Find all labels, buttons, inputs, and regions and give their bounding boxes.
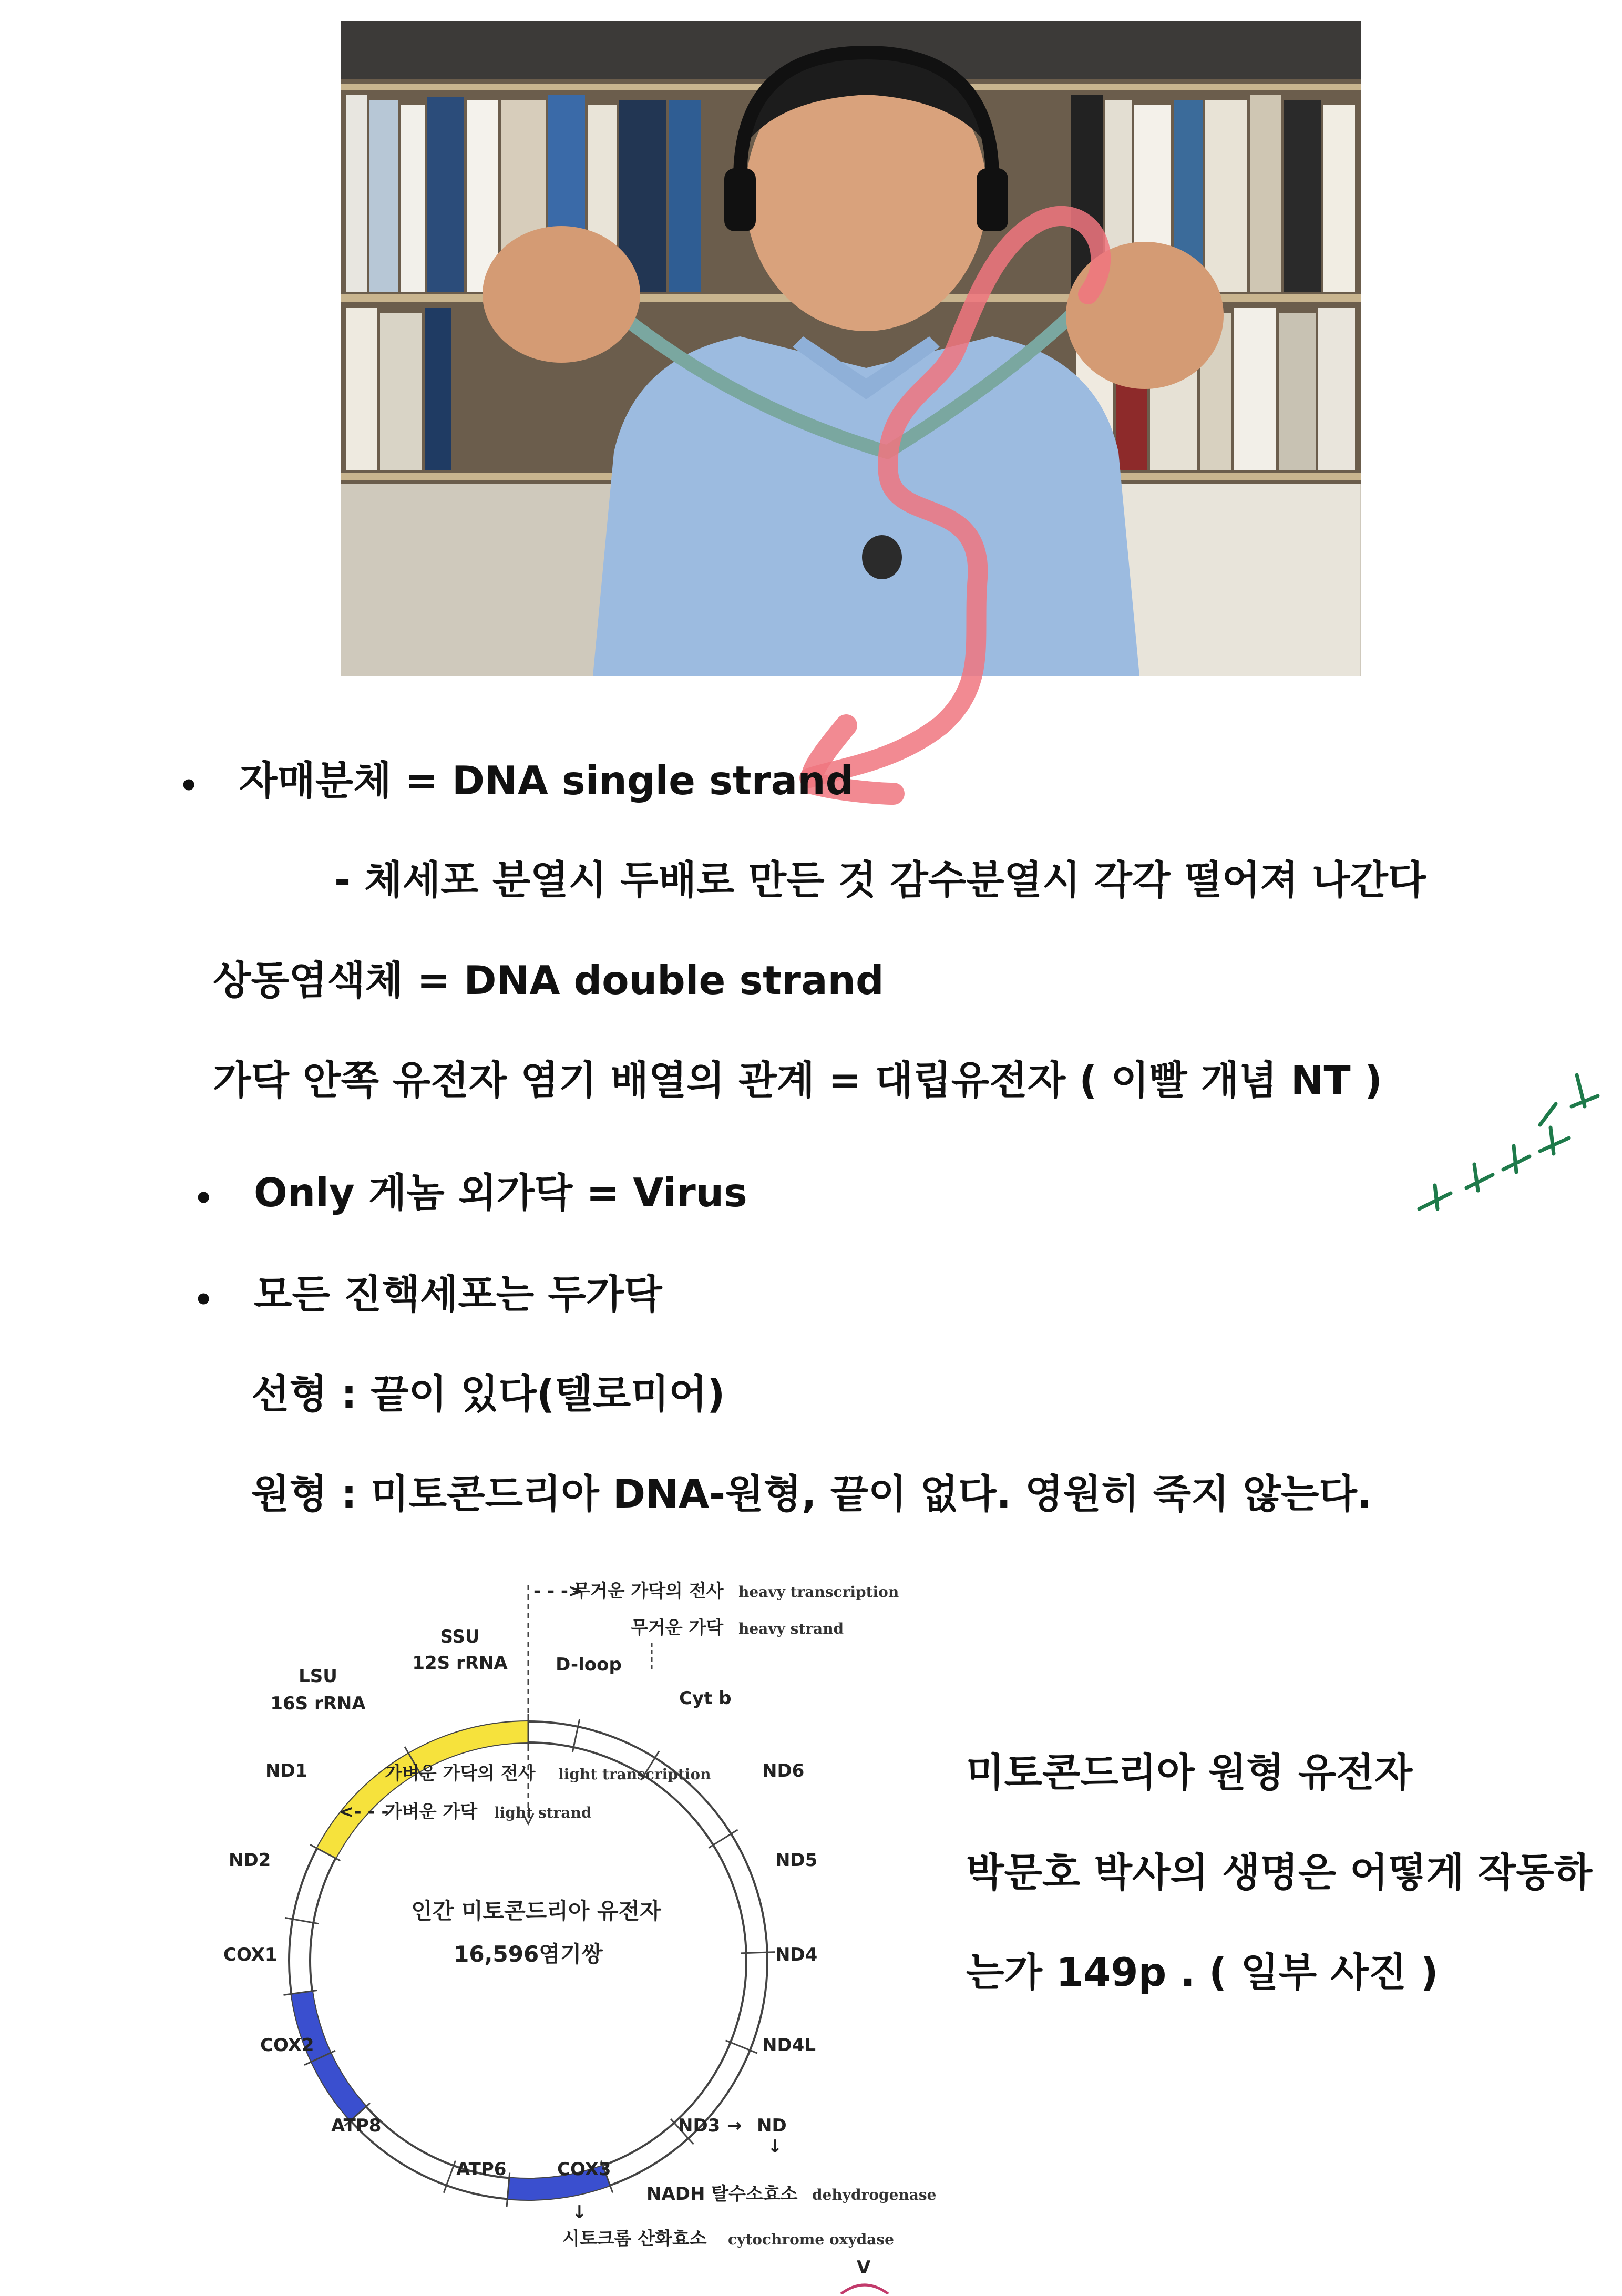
gene-cyt-b: Cyt b xyxy=(679,1688,732,1709)
caption-source-line2: 는가 149p . ( 일부 사진 ) xyxy=(966,1949,1439,1995)
gene-nd1: ND1 xyxy=(265,1760,308,1781)
heavy-strand-en: heavy strand xyxy=(738,1620,844,1637)
light-transcription-en: light transcription xyxy=(558,1766,711,1783)
bullet-2: • xyxy=(193,1180,214,1217)
gene-nd2: ND2 xyxy=(229,1850,271,1871)
note-eukaryote: 모든 진핵세포는 두가닥 xyxy=(254,1271,662,1317)
light-strand-en: light strand xyxy=(494,1804,592,1821)
caption-title: 미토콘드리아 원형 유전자 xyxy=(966,1749,1413,1796)
cytochrome-label: 시토크롬 산화효소 xyxy=(562,2228,707,2249)
gene-nd: ND xyxy=(757,2115,787,2136)
nd3-arrow: → xyxy=(727,2115,742,2136)
lecture-photo xyxy=(341,21,1361,676)
bullet-3: • xyxy=(193,1282,214,1318)
note-allele-relation: 가닥 안쪽 유전자 염기 배열의 관계 = 대립유전자 ( 이빨 개념 NT ) xyxy=(213,1057,1383,1103)
note-linear: 선형 : 끝이 있다(텔로미어) xyxy=(251,1371,725,1417)
gene-nd4: ND4 xyxy=(775,1944,818,1965)
cox3-down-arrow: ↓ xyxy=(572,2202,587,2223)
caption-source-line1: 박문호 박사의 생명은 어떻게 작동하 xyxy=(966,1849,1593,1895)
light-strand-label: 가벼운 가닥 xyxy=(385,1801,478,1822)
note-somatic-division: - 체세포 분열시 두배로 만든 것 감수분열시 각각 떨어져 나간다 xyxy=(334,857,1426,903)
heavy-strand-label: 무거운 가닥 xyxy=(631,1617,724,1638)
gene-nd6: ND6 xyxy=(762,1760,805,1781)
gene-nd4l: ND4L xyxy=(762,2035,816,2056)
gene-cox1: COX1 xyxy=(223,1944,278,1965)
center-title: 인간 미토콘드리아 유전자 xyxy=(411,1898,661,1924)
nadh-label: NADH 탈수소효소 xyxy=(646,2184,798,2205)
gene-ssu: SSU xyxy=(440,1626,480,1647)
light-strand-arrow: <- - - xyxy=(339,1801,389,1822)
note-circular: 원형 : 미토콘드리아 DNA-원형, 끝이 없다. 영원히 죽지 않는다. xyxy=(251,1471,1372,1517)
center-base-pairs: 16,596염기쌍 xyxy=(454,1941,603,1967)
heavy-transcription-en: heavy transcription xyxy=(738,1583,899,1601)
gene-d-loop: D-loop xyxy=(556,1654,622,1675)
mitochondrial-genome-diagram xyxy=(158,1572,946,2294)
gene-12s-rrna: 12S rRNA xyxy=(412,1653,508,1674)
gene-cox3: COX3 xyxy=(557,2159,611,2180)
heavy-transcription-arrow: - - -> xyxy=(533,1581,583,1602)
bullet-1: • xyxy=(179,767,199,804)
gene-nd5: ND5 xyxy=(775,1850,818,1871)
gene-16s-rrna: 16S rRNA xyxy=(270,1693,366,1714)
gene-lsu: LSU xyxy=(299,1666,337,1687)
heavy-transcription-label: 무거운 가닥의 전사 xyxy=(573,1581,724,1602)
lecture-photo-illustration xyxy=(341,21,1361,676)
note-homologous-chromosome: 상동염색체 = DNA double strand xyxy=(213,957,884,1003)
cytochrome-en: cytochrome oxydase xyxy=(728,2231,894,2248)
light-transcription-label: 가벼운 가닥의 전사 xyxy=(385,1763,536,1784)
nadh-en: dehydrogenase xyxy=(812,2186,937,2203)
gene-atp8: ATP8 xyxy=(331,2115,382,2136)
gene-nd3: ND3 xyxy=(678,2115,721,2136)
nd-down-arrow: ↓ xyxy=(767,2136,783,2157)
gene-atp6: ATP6 xyxy=(456,2159,507,2180)
green-tally-annotation xyxy=(1419,1075,1598,1209)
v-mark: V xyxy=(857,2257,871,2278)
note-virus: Only 게놈 외가닥 = Virus xyxy=(254,1170,747,1216)
note-sister-chromatid: 자매분체 = DNA single strand xyxy=(239,757,854,804)
gene-cox2: COX2 xyxy=(260,2035,314,2056)
